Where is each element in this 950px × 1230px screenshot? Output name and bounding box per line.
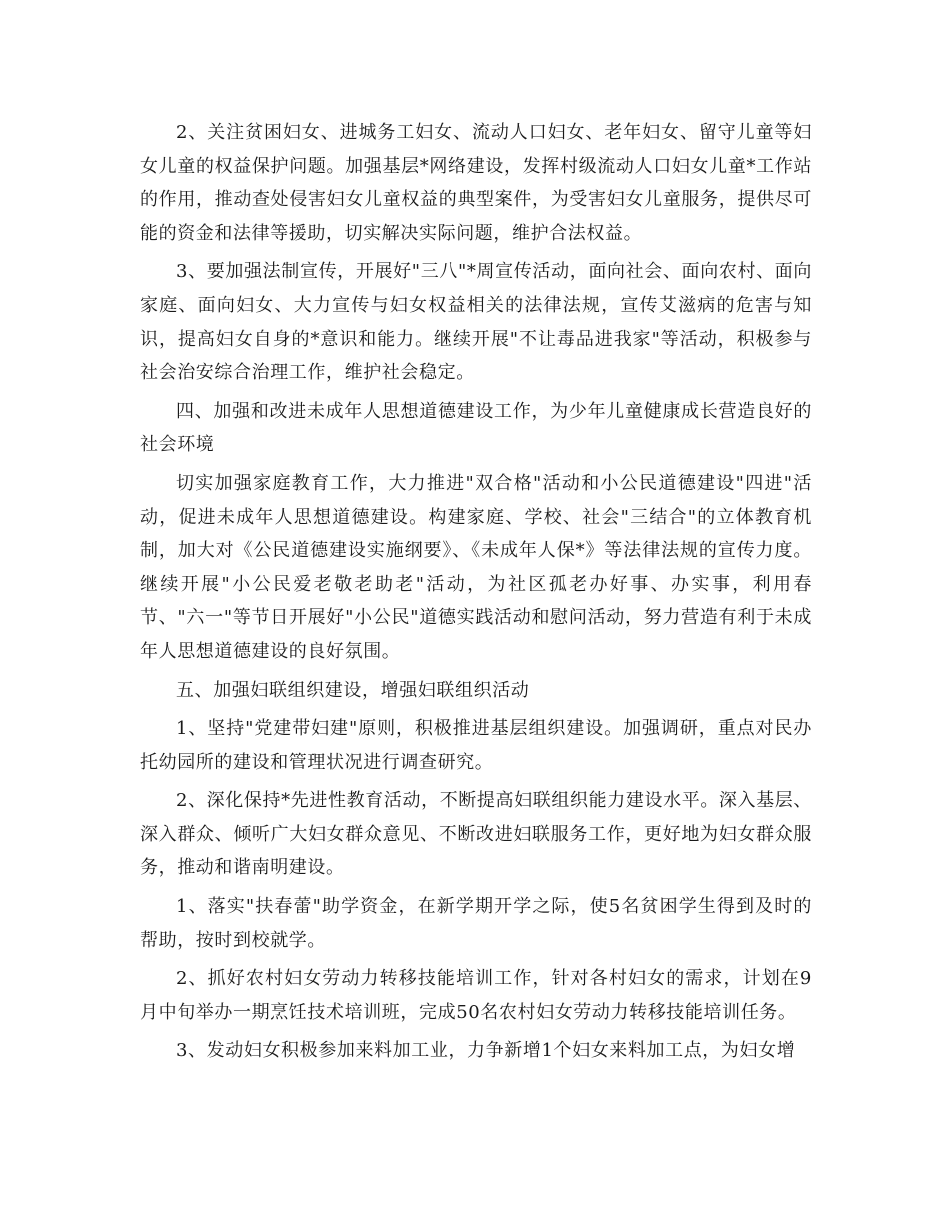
paragraph-rights-protection: 2、关注贫困妇女、进城务工妇女、流动人口妇女、老年妇女、留守儿童等妇女儿童的权益保护问题。加强基层*网络建设，发挥村级流动人口妇女儿童*工作站的作用，推动查处侵害妇女儿童权益的典型案件，为受害妇女儿童服务，提供尽可能的资金和法律等援助，切实解决实际问题，维护合法权益。 (140, 122, 812, 244)
paragraph-family-education: 切实加强家庭教育工作，大力推进"双合格"活动和小公民道德建设"四进"活动，促进未成年人思想道德建设。构建家庭、学校、社会"三结合"的立体教育机制，加大对《公民道德建设实施纲要》、《未成年人保*》等法律法规的宣传力度。继续开展"小公民爱老敬老助老"活动，为社区孤老办好事、办实事，利用春节、"六一"等节日开展好"小公民"道德实践活动和慰问活动，努力营造有利于未成年人思想道德建设的良好氛围。 (140, 472, 812, 662)
document-body (140, 116, 812, 1073)
section-heading-organization: 五、加强妇联组织建设，增强妇联组织活动 (176, 679, 530, 701)
paragraph-spring-bud-aid: 1、落实"扶春蕾"助学资金，在新学期开学之际，使5名贫困学生得到及时的帮助，按时到校就学。 (140, 896, 812, 951)
paragraph-skills-training: 2、抓好农村妇女劳动力转移技能培训工作，针对各村妇女的需求，计划在9月中旬举办一期烹饪技术培训班，完成50名农村妇女劳动力转移技能培训任务。 (140, 968, 812, 1023)
paragraph-legal-publicity: 3、要加强法制宣传，开展好"三八"*周宣传活动，面向社会、面向农村、面向家庭、面向妇女、大力宣传与妇女权益相关的法律法规，宣传艾滋病的危害与知识，提高妇女自身的*意识和能力。继续开展"不让毒品进我家"等活动，积极参与社会治安综合治理工作，维护社会稳定。 (140, 261, 812, 384)
paragraph-advanced-education: 2、深化保持*先进性教育活动，不断提高妇联组织能力建设水平。深入基层、深入群众、倾听广大妇女群众意见、不断改进妇联服务工作，更好地为妇女群众服务，推动和谐南明建设。 (140, 790, 812, 879)
paragraph-processing-industry: 3、发动妇女积极参加来料加工业，力争新增1个妇女来料加工点，为妇女增 (176, 1040, 796, 1062)
paragraph-party-building: 1、坚持"党建带妇建"原则，积极推进基层组织建设。加强调研，重点对民办托幼园所的建设和管理状况进行调查研究。 (140, 718, 812, 773)
section-heading-minors: 四、加强和改进未成年人思想道德建设工作，为少年儿童健康成长营造良好的社会环境 (140, 400, 812, 456)
